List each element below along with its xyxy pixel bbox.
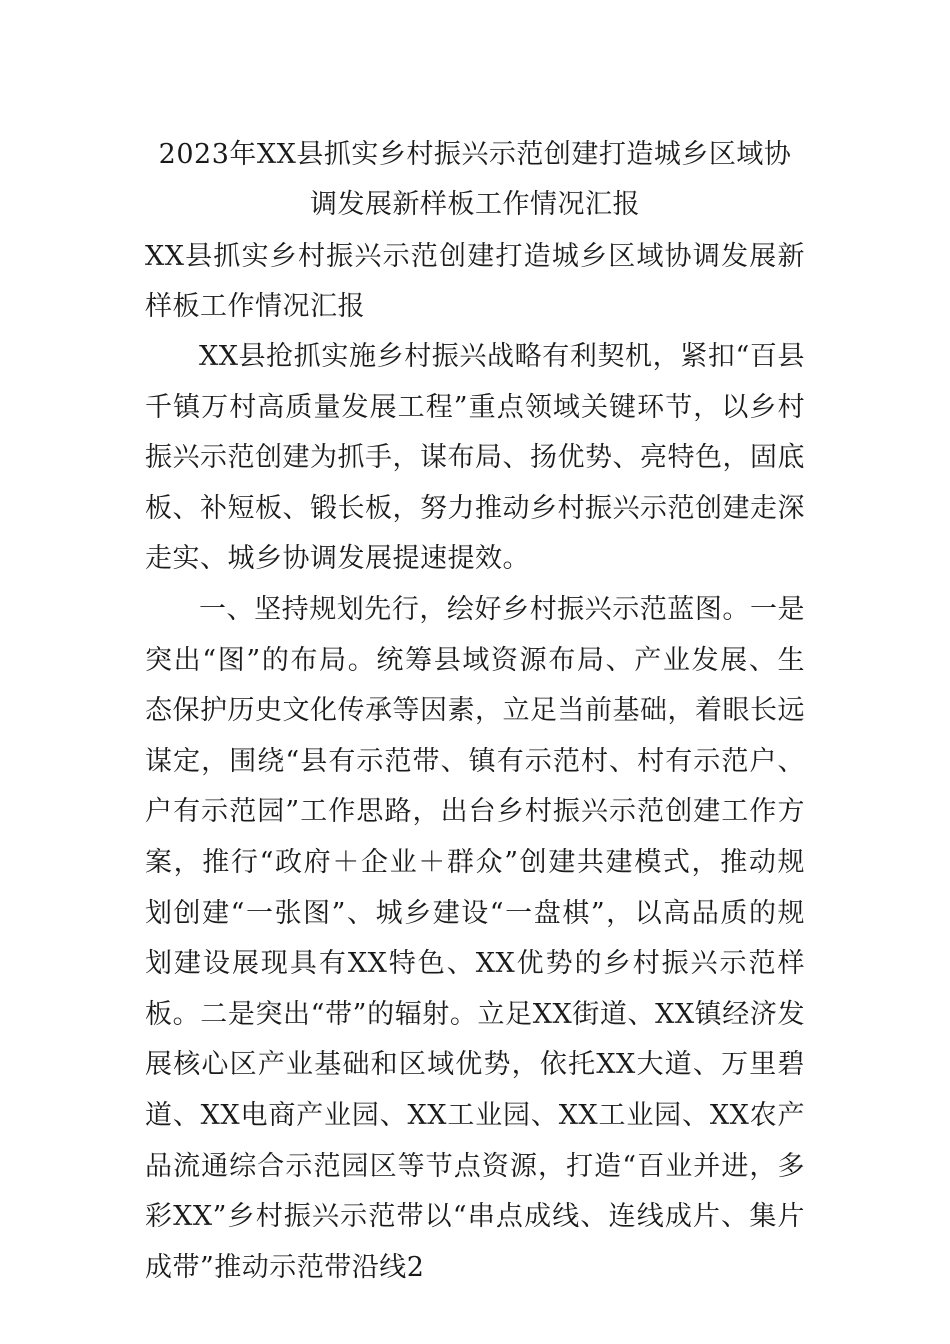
document-body: [145, 332, 805, 1293]
paragraph-section-one: 一、坚持规划先行，绘好乡村振兴示范蓝图。一是突出“图”的布局。统筹县域资源布局、产业发展、生态保护历史文化传承等因素，立足当前基础，着眼长远谋定，围绕“县有示范带、镇有示范村、村有示范户、户有示范园”工作思路，出台乡村振兴示范创建工作方案，推行“政府＋企业＋群众”创建共建模式，推动规划创建“一张图”、城乡建设“一盘棋”，以高品质的规划建设展现具有XX特色、XX优势的乡村振兴示范样板。二是突出“带”的辐射。立足XX街道、XX镇经济发展核心区产业基础和区域优势，依托XX大道、万里碧道、XX电商产业园、XX工业园、XX工业园、XX农产品流通综合示范园区等节点资源，打造“百业并进，多彩XX”乡村振兴示范带以“串点成线、连线成片、集片成带”推动示范带沿线2: [145, 593, 805, 1283]
paragraph-intro: XX县抢抓实施乡村振兴战略有利契机，紧扣“百县千镇万村高质量发展工程”重点领域关键环节，以乡村振兴示范创建为抓手，谋布局、扬优势、亮特色，固底板、补短板、锻长板，努力推动乡村振兴示范创建走深走实、城乡协调发展提速提效。: [145, 341, 805, 575]
document-subtitle: XX县抓实乡村振兴示范创建打造城乡区域协调发展新样板工作情况汇报: [145, 241, 805, 322]
document-title: 2023年XX县抓实乡村振兴示范创建打造城乡区域协调发展新样板工作情况汇报: [158, 139, 792, 220]
